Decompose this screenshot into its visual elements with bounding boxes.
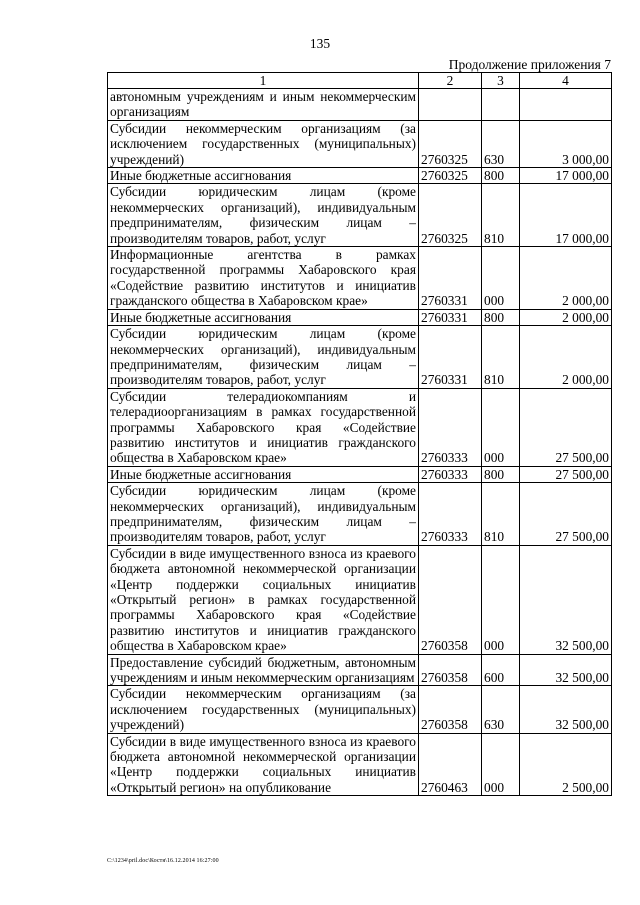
row-code: 2760325 xyxy=(419,168,482,184)
row-code: 2760333 xyxy=(419,388,482,466)
budget-table xyxy=(107,72,612,796)
file-path-footer: C:\1234\pril.doc\Костя\16.12.2014 16:27:00 xyxy=(107,858,219,864)
table-row xyxy=(108,309,612,325)
table-row xyxy=(108,89,612,121)
table-row xyxy=(108,120,612,167)
row-expense-type: 810 xyxy=(482,184,520,247)
row-sum: 27 500,00 xyxy=(520,466,612,482)
table-row xyxy=(108,168,612,184)
row-sum: 32 500,00 xyxy=(520,654,612,686)
row-expense-type: 810 xyxy=(482,483,520,546)
row-sum: 17 000,00 xyxy=(520,168,612,184)
row-code: 2760333 xyxy=(419,483,482,546)
row-sum: 32 500,00 xyxy=(520,686,612,733)
row-expense-type: 810 xyxy=(482,326,520,389)
row-name: Субсидии в виде имущественного взноса из краевого бюджета автономной некоммерческой организации «Центр поддержки социальных инициатив «Открытый регион» в рамках государственной программы Хабаровского края «Содействие развитию институтов и инициатив гражданского общества в Хабаровском крае» xyxy=(108,545,419,654)
table-row xyxy=(108,326,612,389)
row-name: Субсидии юридическим лицам (кроме некоммерческих организаций), индивидуальным предпринимателям, физическим лицам – производителям товаров, работ, услуг xyxy=(108,483,419,546)
column-header: 3 xyxy=(482,73,520,89)
row-sum: 27 500,00 xyxy=(520,388,612,466)
row-expense-type: 000 xyxy=(482,545,520,654)
row-name: Субсидии некоммерческим организациям (за исключением государственных (муниципальных) учреждений) xyxy=(108,120,419,167)
row-code: 2760325 xyxy=(419,120,482,167)
table-row xyxy=(108,733,612,796)
table-row xyxy=(108,466,612,482)
row-expense-type: 000 xyxy=(482,733,520,796)
table-row xyxy=(108,184,612,247)
row-sum: 3 000,00 xyxy=(520,120,612,167)
row-name: Субсидии телерадиокомпаниям и телерадиоорганизациям в рамках государственной программы Хабаровского края «Содействие развитию институтов и инициатив гражданского общества в Хабаровском крае» xyxy=(108,388,419,466)
row-code: 2760358 xyxy=(419,654,482,686)
row-expense-type: 600 xyxy=(482,654,520,686)
table-row xyxy=(108,388,612,466)
row-sum: 32 500,00 xyxy=(520,545,612,654)
table-row xyxy=(108,483,612,546)
row-sum: 2 500,00 xyxy=(520,733,612,796)
row-expense-type: 800 xyxy=(482,309,520,325)
row-code: 2760331 xyxy=(419,326,482,389)
row-sum: 27 500,00 xyxy=(520,483,612,546)
table-row xyxy=(108,247,612,310)
row-sum: 2 000,00 xyxy=(520,247,612,310)
row-expense-type: 800 xyxy=(482,466,520,482)
row-expense-type: 800 xyxy=(482,168,520,184)
column-header: 1 xyxy=(108,73,419,89)
row-sum: 17 000,00 xyxy=(520,184,612,247)
table-row xyxy=(108,654,612,686)
row-name: Иные бюджетные ассигнования xyxy=(108,309,419,325)
row-name: Иные бюджетные ассигнования xyxy=(108,168,419,184)
row-code: 2760333 xyxy=(419,466,482,482)
row-name: Субсидии в виде имущественного взноса из краевого бюджета автономной некоммерческой организации «Центр поддержки социальных инициатив «Открытый регион» на опубликование xyxy=(108,733,419,796)
row-name: Предоставление субсидий бюджетным, автономным учреждениям и иным некоммерческим организациям xyxy=(108,654,419,686)
continuation-label: Продолжение приложения 7 xyxy=(448,57,611,72)
row-code xyxy=(419,89,482,121)
row-code: 2760358 xyxy=(419,686,482,733)
row-name: Субсидии юридическим лицам (кроме некоммерческих организаций), индивидуальным предпринимателям, физическим лицам – производителям товаров, работ, услуг xyxy=(108,184,419,247)
row-name: автономным учреждениям и иным некоммерческим организациям xyxy=(108,89,419,121)
row-code: 2760331 xyxy=(419,247,482,310)
row-code: 2760331 xyxy=(419,309,482,325)
row-code: 2760358 xyxy=(419,545,482,654)
row-code: 2760325 xyxy=(419,184,482,247)
table-header-row xyxy=(108,73,612,89)
row-code: 2760463 xyxy=(419,733,482,796)
row-name: Субсидии некоммерческим организациям (за исключением государственных (муниципальных) учреждений) xyxy=(108,686,419,733)
row-expense-type: 000 xyxy=(482,247,520,310)
row-expense-type xyxy=(482,89,520,121)
row-sum xyxy=(520,89,612,121)
table-row xyxy=(108,545,612,654)
column-header: 2 xyxy=(419,73,482,89)
row-name: Иные бюджетные ассигнования xyxy=(108,466,419,482)
row-name: Субсидии юридическим лицам (кроме некоммерческих организаций), индивидуальным предпринимателям, физическим лицам – производителям товаров, работ, услуг xyxy=(108,326,419,389)
row-expense-type: 630 xyxy=(482,120,520,167)
row-expense-type: 000 xyxy=(482,388,520,466)
page-number: 135 xyxy=(309,36,331,51)
column-header: 4 xyxy=(520,73,612,89)
row-sum: 2 000,00 xyxy=(520,326,612,389)
row-name: Информационные агентства в рамках государственной программы Хабаровского края «Содействие развитию институтов и инициатив гражданского общества в Хабаровском крае» xyxy=(108,247,419,310)
row-sum: 2 000,00 xyxy=(520,309,612,325)
row-expense-type: 630 xyxy=(482,686,520,733)
table-row xyxy=(108,686,612,733)
